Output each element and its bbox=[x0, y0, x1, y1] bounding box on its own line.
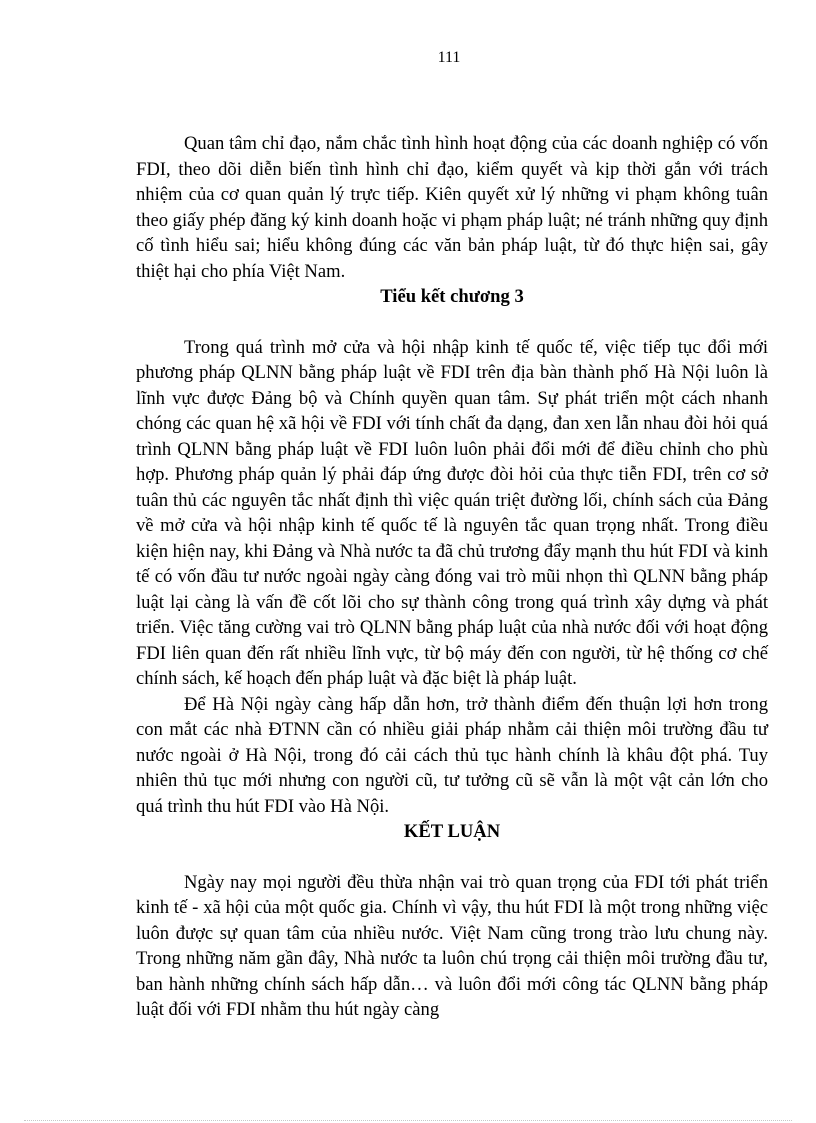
page-number: 111 bbox=[437, 49, 461, 66]
paragraph: Trong quá trình mở cửa và hội nhập kinh tế quốc tế, việc tiếp tục đổi mới phương pháp QLNN bằng pháp luật về FDI trên địa bàn thành phố Hà Nội luôn là lĩnh vực được Đảng bộ và Chính quyền quan tâm. Sự phát triển một cách nhanh chóng các quan hệ xã hội về FDI với tính chất đa dạng, đan xen lẫn nhau đòi hỏi quá trình QLNN bằng pháp luật về FDI luôn luôn phải đổi mới để điều chỉnh cho phù hợp. Phương pháp quản lý phải đáp ứng được đòi hỏi của thực tiễn FDI, trên cơ sở tuân thủ các nguyên tắc nhất định thì việc quán triệt đường lối, chính sách của Đảng về mở cửa và hội nhập kinh tế quốc tế là nguyên tắc quan trọng nhất. Trong điều kiện hiện nay, khi Đảng và Nhà nước ta đã chủ trương đẩy mạnh thu hút FDI và kinh tế có vốn đầu tư nước ngoài ngày càng đóng vai trò mũi nhọn thì QLNN bằng pháp luật lại càng là vấn đề cốt lõi cho sự thành công trong quá trình xây dựng và phát triển. Việc tăng cường vai trò QLNN bằng pháp luật của nhà nước đối với hoạt động FDI liên quan đến rất nhiều lĩnh vực, từ bộ máy đến con người, từ hệ thống cơ chế chính sách, kế hoạch đến pháp luật và đặc biệt là pháp luật. bbox=[136, 336, 768, 689]
paragraph: Ngày nay mọi người đều thừa nhận vai trò quan trọng của FDI tới phát triển kinh tế - xã hội của một quốc gia. Chính vì vậy, thu hút FDI là một trong những việc luôn được sự quan tâm của nhiều nước. Việt Nam cũng trong trào lưu chung này. Trong những năm gần đây, Nhà nước ta luôn chú trọng cải thiện môi trường đầu tư, ban hành những chính sách hấp dẫn… và luôn đổi mới công tác QLNN bằng pháp luật đối với FDI nhằm thu hút ngày càng bbox=[136, 871, 768, 1020]
page-bottom-divider bbox=[24, 1120, 792, 1121]
section-heading-conclusion: KẾT LUẬN bbox=[403, 821, 501, 842]
section-heading-chapter-summary: Tiểu kết chương 3 bbox=[380, 286, 524, 307]
document-body bbox=[136, 131, 768, 1023]
paragraph: Quan tâm chỉ đạo, nắm chắc tình hình hoạt động của các doanh nghiệp có vốn FDI, theo dõi diễn biến tình hình chỉ đạo, kiểm quyết và kịp thời gắn với trách nhiệm của cơ quan quản lý trực tiếp. Kiên quyết xử lý những vi phạm không tuân theo giấy phép đăng ký kinh doanh hoặc vi phạm pháp luật; né tránh những quy định cố tình hiểu sai; hiểu không đúng các văn bản pháp luật, từ đó thực hiện sai, gây thiệt hại cho phía Việt Nam. bbox=[136, 133, 768, 282]
paragraph: Để Hà Nội ngày càng hấp dẫn hơn, trở thành điểm đến thuận lợi hơn trong con mắt các nhà ĐTNN cần có nhiều giải pháp nhằm cải thiện môi trường đầu tư nước ngoài ở Hà Nội, trong đó cải cách thủ tục hành chính là khâu đột phá. Tuy nhiên thủ tục mới nhưng con người cũ, tư tưởng cũ sẽ vẫn là một vật cản lớn cho quá trình thu hút FDI vào Hà Nội. bbox=[136, 693, 768, 817]
